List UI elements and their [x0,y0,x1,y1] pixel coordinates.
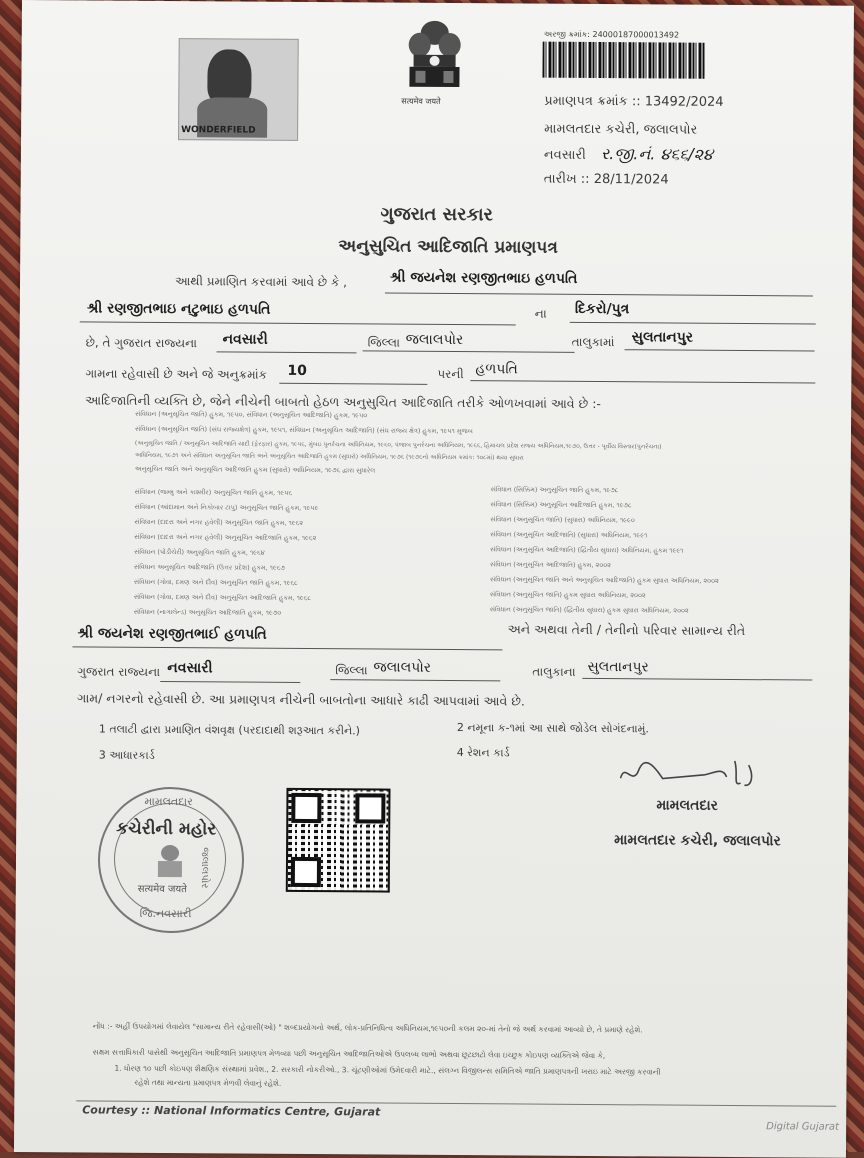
district: નવસારી [222,331,268,348]
order-right-3: સંવિધાન (અનુસૂચિત જાતિ) (સુધારા) અધિનિયમ, ૧૯૯૦ [490,515,635,525]
residence-taluka-label: તાલુકાના [532,664,576,679]
parni-text: પરની [437,366,464,382]
serial-number: 10 [287,362,307,379]
barcode [542,42,704,79]
issue-date: તારીખ :: 28/11/2024 [543,171,669,188]
order-right-8: સંવિધાન (અનુસૂચિત જાતિ) હુકમ સુધારા અધિનિયમ, ૨૦૦૨ [489,590,646,600]
document-4: 4 રેશન કાર્ડ [456,746,510,760]
order-top-5: અનુસૂચિત જાતિ અને અનુસૂચિત આદિજાતિ હુકમ (સુધારો) અધિનિયમ, ૧૯૭૬ દ્વારા સુધારેલ [134,464,376,475]
father-name: શ્રી રણજીતભાઇ નટુભાઇ હળપતિ [86,300,271,318]
document-1: 1 તલાટી દ્વારા પ્રમાણિત વંશવૃક્ષ (પરદાદાથી શરૂઆત કરીને.) [98,722,361,738]
recognised-text: આદિજાતિની વ્યક્તિ છે, જેને નીચેની બાબતો હેઠળ અનુસુચિત આદિજાતિ તરીકે ઓળખવામાં આવે છે :- [85,392,602,412]
family-text: અને અથવા તેની / તેનીનો પરિવાર સામાન્ય રીતે [507,621,746,639]
serial-text: ગામના રહેવાસી છે અને જે અનુક્રમાંક [85,366,268,382]
residence-state-text: ગુજરાત રાજ્યના [77,664,161,679]
state-text: છે, તે ગુજરાત રાજ્યના [85,335,198,351]
na-text: ના [534,306,547,321]
signatory-office: મામલતદાર કચેરી, જલાલપોર [614,832,781,850]
seal-bottom-text: જિ.નવસારી [139,906,192,921]
application-number: અરજી ક્રમાંક: 24000187000013492 [543,29,680,40]
photo-shirt-text: WONDERFIELD [181,125,256,136]
courtesy-text: Courtesy :: National Informatics Centre, Gujarat [82,1103,381,1119]
lion-capital-icon [399,17,470,95]
order-left-5: સંવિધાન (પોંડીચેરી) અનુસૂચિત જાતિ હુકમ, ૧૯૬૪ [134,547,265,557]
emblem-motto: सत्यमेव जयते [401,96,441,106]
footnote-line-4: રહેશે તથા માન્યતા પ્રમાણપત્ર મેળવી લેવાનું રહેશે. [134,1077,282,1088]
order-top-1: સંવિધાન (અનુસૂચિત જાતિ) હુકમ, ૧૯૫૦, સંવિધાન (અનુસૂચિત આદિજાતિ) હુકમ, ૧૯૫૦ [135,409,368,420]
document-3: 3 આધારકાર્ડ [98,748,155,762]
ashoka-emblem [399,17,470,107]
residence-district-label: જિલ્લા [335,663,368,678]
applicant-name: શ્રી જયનેશ રણજીતભાઇ હળપતિ [390,269,578,287]
digital-gujarat-text: Digital Gujarat [766,1121,839,1133]
order-left-4: સંવિધાન (દાદરા અને નગર હવેલી) અનુસૂચિત આદિજાતિ હુકમ, ૧૯૬૨ [134,532,317,543]
order-right-9: સંવિધાન (અનુસૂચિત જાતિ) (દ્વિતીય સુધારા) હુકમ સુધારા અધિનિયમ, ૨૦૦૨ [489,605,689,615]
order-top-2: સંવિધાન (અનુસૂચિત જાતિ) (સંઘ રાજ્યક્ષેત્ર) હુકમ, ૧૯૫૧, સંવિધાન (અનુસૂચિત આદિજાતિ) (સંઘ રાજ્ય ક્ષેત્ર) હુકમ, ૧૯૫૧ મુજબ [134,424,473,436]
signature-scribble [614,756,764,793]
order-right-2: સંવિધાન (સિક્કિમ) અનુસૂચિત આદિજાતિ હુકમ, ૧૯૭૮ [490,500,632,510]
seal-motto: सत्यमेव जयते [137,883,187,896]
order-left-8: સંવિધાન (ગોવા, દમણ અને દીવ) અનુસૂચિત આદિજાતિ હુકમ, ૧૯૬૮ [133,592,312,603]
taluka: જલાલપોર [405,331,464,349]
reference-handwritten: ર.જી.નં. ૪૬૬/૨૪ [600,144,714,164]
order-left-3: સંવિધાન (દાદરા અને નગર હવેલી) અનુસૂચિત જાતિ હુકમ, ૧૯૬૨ [134,517,304,527]
seal-side-text: જલાલપોર [198,847,211,889]
seal-top-text: મામલતદાર [144,794,193,809]
seal-emblem-icon [152,843,188,881]
document-2: 2 નમૂના ક-૧માં આ સાથે જોડેલ સોગંદનામું. [456,721,649,736]
caste: હળપતિ [475,361,518,378]
signatory-title: મામલતદાર [656,797,719,814]
government-title: ગુજરાત સરકાર [380,203,493,226]
basis-text: ગામ/ નગરનો રહેવાસી છે. આ પ્રમાણપત્ર નીચેની બાબતોના આધારે કાઢી આપવામાં આવે છે. [77,690,525,709]
certificate-number: પ્રમાણપત્ર ક્રમાંક :: 13492/2024 [544,93,724,110]
order-left-6: સંવિધાન અનુસૂચિત આદિજાતિ (ઉત્તર પ્રદેશ) હુકમ, ૧૯૬૭ [134,562,285,572]
order-right-1: સંવિધાન (સિક્કિમ) અનુસૂચિત જાતિ હુકમ, ૧૯૭૮ [490,485,619,495]
footnote-line-2: સક્ષમ સત્તાધિકારી પાસેથી અનુસૂચિત આદિજાતિ પ્રમાણપત્ર મેળવ્યા પછી અનુસૂચિત આદિજાતિઓએ ઉપલબ્ધ લાભો અથવા છૂટછાટો લેવા ઇચ્છુક કોઇપણ વ્યક્તિએ જેવા કે, [92,1047,606,1061]
seal-center-text: કચેરીની મહોર [116,818,217,840]
order-right-6: સંવિધાન (અનુસૂચિત આદિજાતિ) હુકમ, ૨૦૦૨ [490,560,612,570]
taluka-label: તાલુકામાં [571,334,615,350]
order-left-9: સંવિધાન (નાગાલેન્ડ) અનુસૂચિત આદિજાતિ હુકમ, ૧૯૭૦ [133,607,282,617]
certificate-page [14,0,854,1158]
residence-name: શ્રી જયનેશ રણજીતભાઈ હળપતિ [77,625,267,643]
residence-district: નવસારી [167,660,213,677]
order-right-5: સંવિધાન (અનુસૂચિત આદિજાતિ) (દ્વિતીય સુધારા) અધિનિયમ, હુકમ ૧૯૯૧ [490,545,684,555]
order-top-4: અધિનિયમ, ૧૯૭૧ અને સંવિધાન અનુસૂચિત જાતિ અને અનુસૂચિત આદિજાતિ હુકમ (સુધારો) અધિનિયમ, ૧૯૭૬ (૧૯૭૬નો અધિનિયમ ક્રમાંક: ૧૦૮માં) થયા સુધારા [134,451,524,462]
certificate-title: અનુસુચિત આદિજાતિ પ્રમાણપત્ર [338,236,558,258]
order-left-2: સંવિધાન (આંદામાન અને નિકોબાર ટાપુ) અનુસૂચિત જાતિ હુકમ, ૧૯૫૯ [134,502,319,513]
order-top-3: (અનુસૂચિત જાતિ / અનુસૂચિત આદિજાતિ યાદી (ફેરફાર) હુકમ, ૧૯૫૬, મુંબઇ પુનર્રચના અધિનિયમ, ૧૯૬૦, પંજાબ પુનર્રચના અધિનિયમ, ૧૯૬૬, હિમાચલ પ્રદેશ રાજ્ય અધિનિયમ,૧૯૭૦, ઉત્તર - પૂર્વીય વિસ્તાર(પુનર્રચના) [134,439,662,451]
footnote-line-3: 1. ધોરણ ૧૦ પછી કોઇપણ શૈક્ષણિક સંસ્થામાં પ્રવેશ., 2. સરકારી નોકરીઓ., 3. ચૂંટણીઓમાં ઉમેદવારી માટે., સંલગ્ન વિજીલન્સ સમિતિએ જાતિ પ્રમાણપત્રની ખરાઇ માટે અરજી કરવાની [114,1063,661,1077]
residence-village: સુલતાનપુર [587,658,649,676]
applicant-photo [178,38,299,141]
order-left-1: સંવિધાન (જમ્મુ અને કાશ્મીર) અનુસૂચિત જાતિ હુકમ, ૧૯૫૬ [134,487,293,497]
order-left-7: સંવિધાન (ગોવા, દમણ અને દીવ) અનુસૂચિત જાતિ હુકમ, ૧૯૬૮ [133,577,298,587]
district-label: જિલ્લા [367,335,400,350]
certification-intro: આથી પ્રમાણિત કરવામાં આવે છે કે , [174,274,348,290]
village: સુલતાનપુર [631,329,694,346]
residence-taluka: જલાલપોર [373,659,432,676]
reference-prefix: નવસારી [543,147,586,163]
order-right-4: સંવિધાન (અનુસૂચિત આદિજાતિ) (સુધારા) અધિનિયમ, ૧૯૯૧ [490,530,648,540]
office-seal [97,787,244,934]
qr-code [286,788,391,893]
relation: દિકરો/પુત્ર [574,300,630,318]
order-right-7: સંવિધાન (અનુસૂચિત જાતિ અને અનુસૂચિત આદિજાતિ) હુકમ સુધારા અધિનિયમ, ૨૦૦૨ [489,575,719,585]
footnote-line-1: નોંધ :- અહીં ઉપયોગમાં લેવાયેલ "સામાન્ય રીતે રહેવાસી(ઓ) " શબ્દપ્રયોગનો અર્થ, લોક-પ્રતિનિધિત્વ અધિનિયમ,૧૯૫૦ની કલમ ૨૦-માં તેનો જે અર્થ કરવામાં આવ્યો છે, તે પ્રમાણે રહેશે. [92,1021,643,1035]
issuing-office: મામલતદાર કચેરી, જલાલપોર [544,121,698,138]
